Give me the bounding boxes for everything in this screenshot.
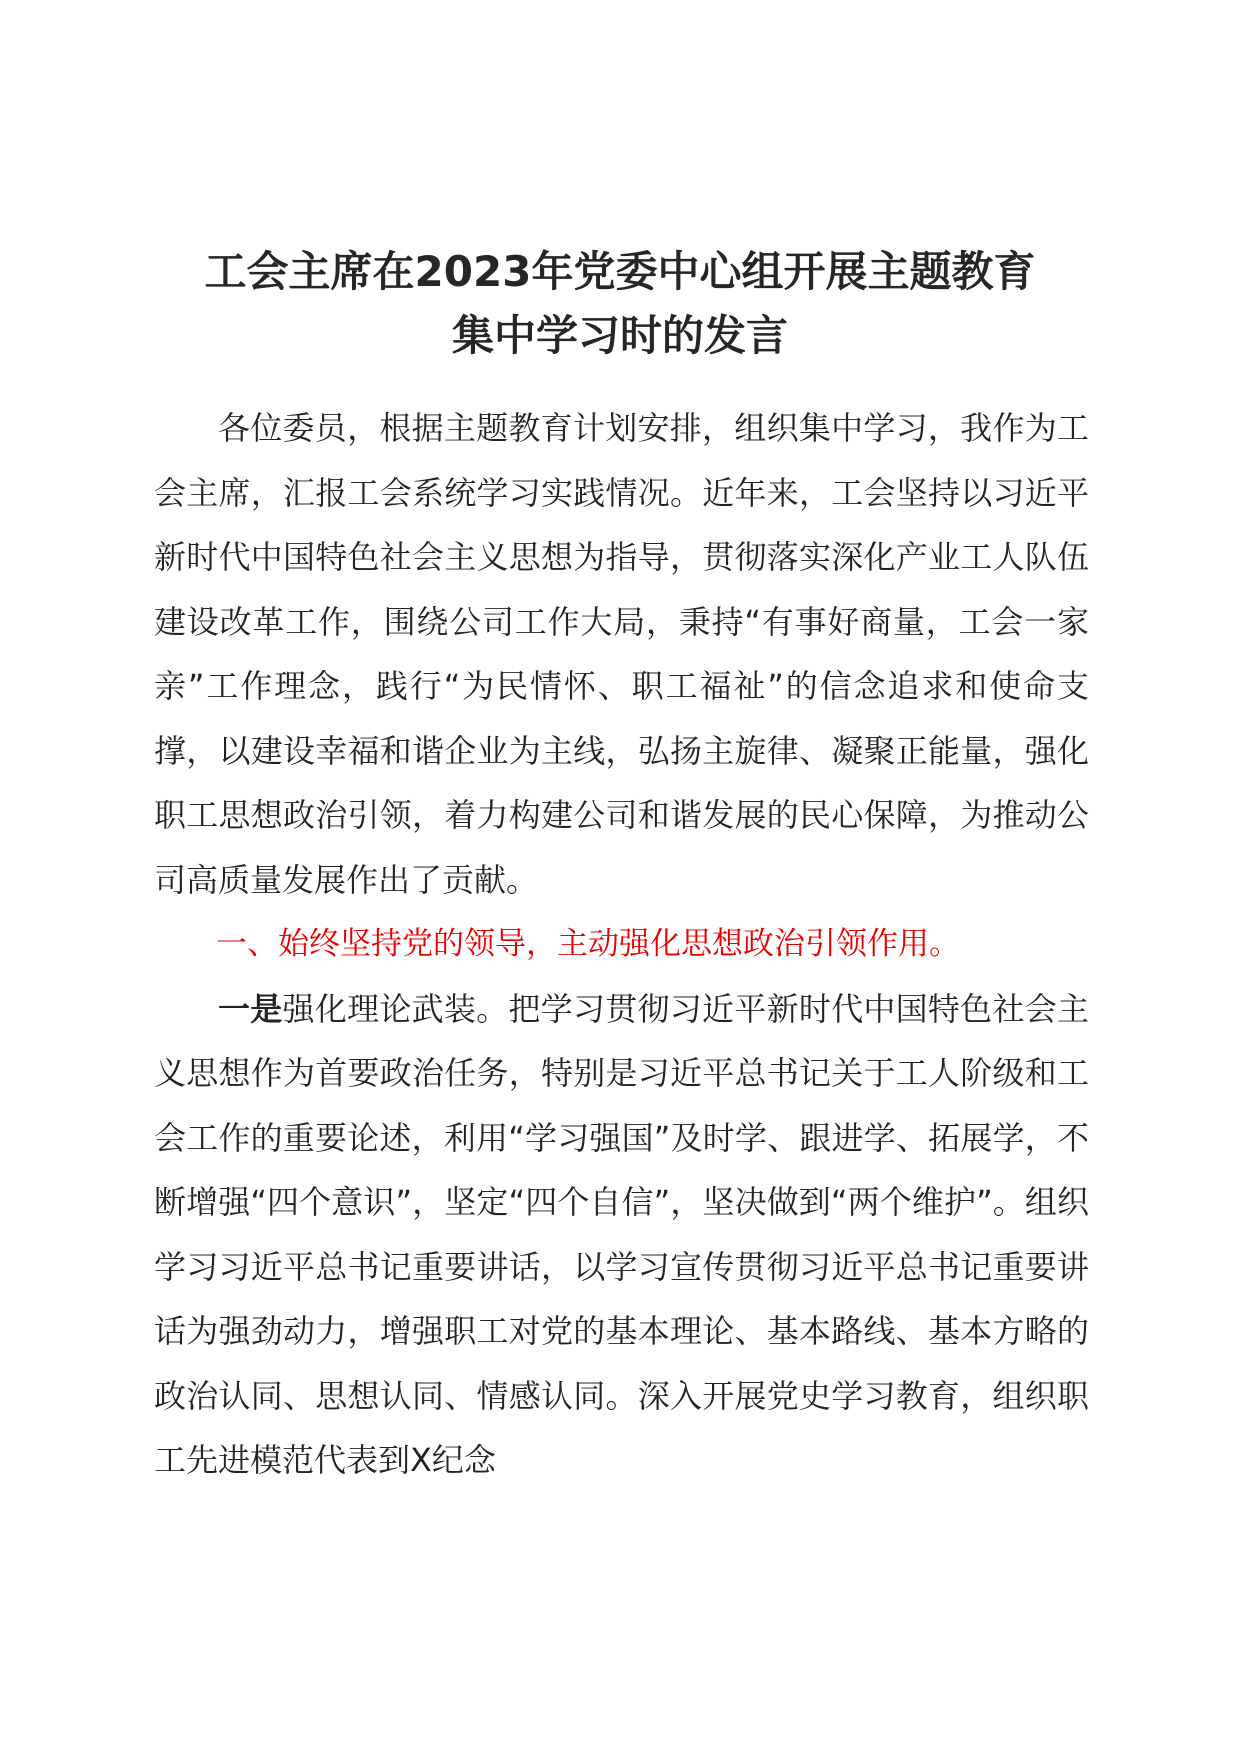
section-heading-1: 一、始终坚持党的领导，主动强化思想政治引领作用。: [216, 926, 960, 962]
paragraph-lead: 一是: [218, 989, 283, 1028]
document-title: [150, 240, 1090, 368]
document-body: [154, 396, 1089, 1493]
title-line-2: 集中学习时的发言: [451, 311, 788, 360]
title-line-1: 工会主席在2023年党委中心组开展主题教育: [204, 247, 1036, 296]
intro-paragraph: 各位委员，根据主题教育计划安排，组织集中学习，我作为工会主席，汇报工会系统学习实践情况。近年来，工会坚持以习近平新时代中国特色社会主义思想为指导，贯彻落实深化产业工人队伍建设改革工作，围绕公司工作大局，秉持“有事好商量，工会一家亲”工作理念，践行“为民情怀、职工福祉”的信念追求和使命支撑，以建设幸福和谐企业为主线，弘扬主旋律、凝聚正能量，强化职工思想政治引领，着力构建公司和谐发展的民心保障，为推动公司高质量发展作出了贡献。: [154, 409, 1089, 899]
body-paragraph-2: [154, 977, 1089, 1493]
paragraph-text: 强化理论武装。把学习贯彻习近平新时代中国特色社会主义思想作为首要政治任务，特别是习近平总书记关于工人阶级和工会工作的重要论述，利用“学习强国”及时学、跟进学、拓展学，不断增强“四个意识”，坚定“四个自信”，坚决做到“两个维护”。组织学习习近平总书记重要讲话，以学习宣传贯彻习近平总书记重要讲话为强劲动力，增强职工对党的基本理论、基本路线、基本方略的政治认同、思想认同、情感认同。深入开展党史学习教育，组织职工先进模范代表到X纪念: [154, 989, 1089, 1479]
